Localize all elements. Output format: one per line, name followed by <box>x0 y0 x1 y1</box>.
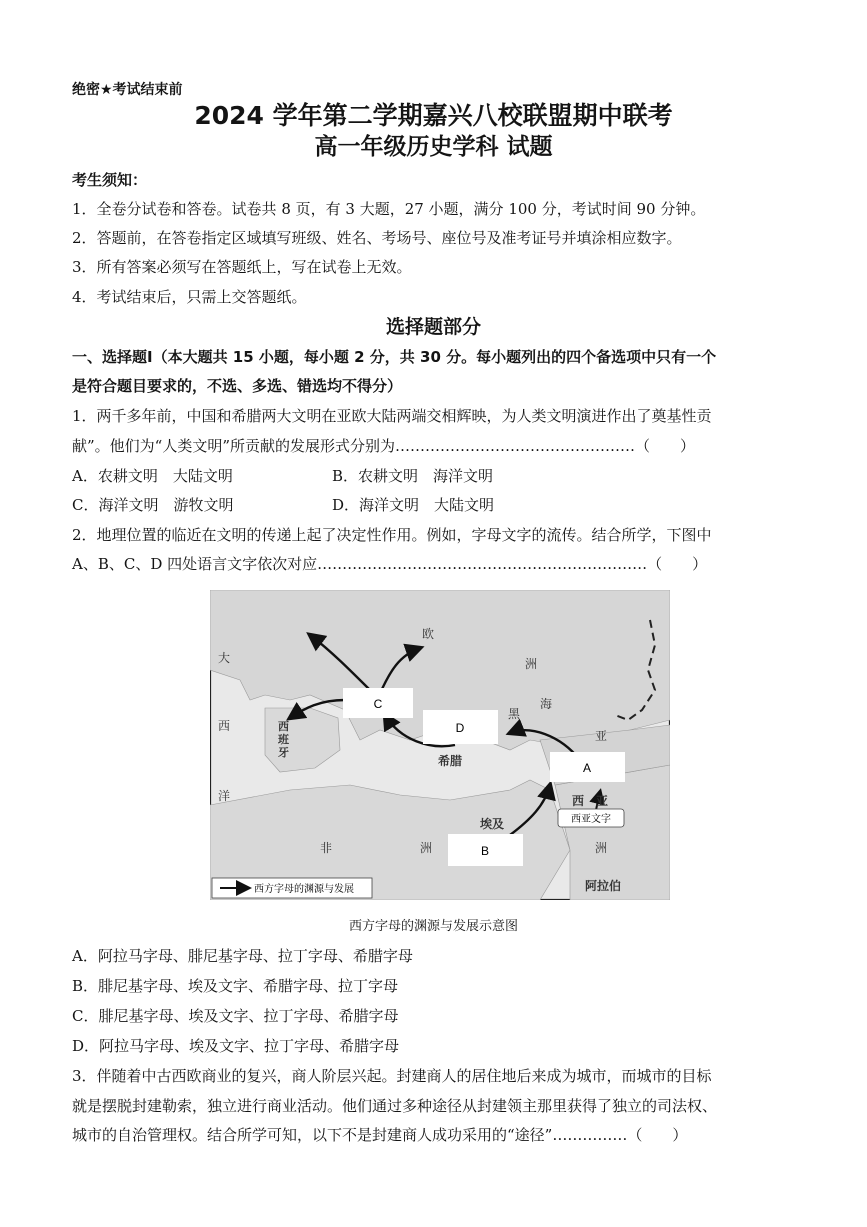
question-2-text: 2．地理位置的临近在文明的传递上起了决定性作用。例如，字母文字的流传。结合所学，下图中 <box>72 526 712 544</box>
map-label-spain: 牙 <box>278 746 289 759</box>
notice-item: 2．答题前，在答卷指定区域填写班级、姓名、考场号、座位号及准考证号并填涂相应数字。 <box>72 229 682 247</box>
exam-title: 2024 学年第二学期嘉兴八校联盟期中联考 <box>194 101 673 130</box>
map-box-a: A <box>582 761 592 775</box>
section-intro: 是符合题目要求的，不选、多选、错选均不得分） <box>72 377 403 395</box>
section-intro: 一、选择题Ⅰ（本大题共 15 小题，每小题 2 分，共 30 分。每小题列出的四个备选项中只有一个 <box>72 348 717 366</box>
question-1-option-c: C．海洋文明 游牧文明 <box>72 496 234 514</box>
map-label-black-sea: 黑 <box>508 707 521 721</box>
map-label-africa: 非 <box>320 841 333 855</box>
map-label-europe: 洲 <box>525 657 538 671</box>
map-box-b: B <box>480 844 490 858</box>
map-label-africa: 洲 <box>420 841 433 855</box>
notice-item: 4．考试结束后，只需上交答题纸。 <box>72 288 307 306</box>
question-3-text: 3．伴随着中古西欧商业的复兴，商人阶层兴起。封建商人的居住地后来成为城市，而城市的目标 <box>72 1067 712 1085</box>
map-label-atlantic: 大 <box>218 651 231 665</box>
question-1-option-d: D．海洋文明 大陆文明 <box>332 496 495 514</box>
map-label-arabia: 阿拉伯 <box>585 879 622 893</box>
question-1-text: 1．两千多年前，中国和希腊两大文明在亚欧大陆两端交相辉映，为人类文明演进作出了奠基性贡 <box>72 407 712 425</box>
map-label-asia-2: 洲 <box>595 841 608 855</box>
question-2-option-c: C．腓尼基字母、埃及文字、拉丁字母、希腊字母 <box>72 1007 399 1025</box>
map-label-atlantic: 洋 <box>218 789 231 803</box>
map-label-spain: 西 <box>278 720 289 733</box>
notice-heading: 考生须知： <box>72 171 148 189</box>
map-label-greece: 希腊 <box>438 754 463 768</box>
notice-item: 1．全卷分试卷和答卷。试卷共 8 页，有 3 大题，27 小题，满分 100 分，考试时间 90 分钟。 <box>72 200 706 218</box>
notice-item: 3．所有答案必须写在答题纸上，写在试卷上无效。 <box>72 258 412 276</box>
map-label-asia: 亚 <box>595 729 608 743</box>
question-1-text: 献”。他们为“人类文明”所贡献的发展形式分别为…………………………………………（ ） <box>72 437 696 455</box>
map-label-west-asia: 西 亚 <box>572 794 609 808</box>
map-box-d: D <box>455 721 465 735</box>
alphabet-origin-map <box>210 590 670 900</box>
map-label-europe: 欧 <box>422 627 435 641</box>
question-2-option-b: B．腓尼基字母、埃及文字、希腊字母、拉丁字母 <box>72 977 399 995</box>
map-legend-label: 西方字母的渊源与发展 <box>254 884 354 895</box>
map-label-west-asia-script: 西亚文字 <box>571 814 611 825</box>
confidential-mark: 绝密★考试结束前 <box>72 82 183 98</box>
section-title: 选择题部分 <box>385 316 481 338</box>
question-2-option-a: A．阿拉马字母、腓尼基字母、拉丁字母、希腊字母 <box>72 947 413 965</box>
map-label-black-sea: 海 <box>540 697 553 711</box>
question-1-option-b: B．农耕文明 海洋文明 <box>332 467 494 485</box>
map-box-c: C <box>373 697 383 711</box>
map-caption: 西方字母的渊源与发展示意图 <box>348 919 518 934</box>
question-2-text: A、B、C、D 四处语言文字依次对应…………………………………………………………（ ） <box>72 555 708 573</box>
question-3-text: 城市的自治管理权。结合所学可知，以下不是封建商人成功采用的“途径”……………（ ） <box>72 1126 688 1144</box>
question-1-option-a: A．农耕文明 大陆文明 <box>72 467 233 485</box>
map-label-egypt: 埃及 <box>480 817 505 831</box>
exam-subtitle: 高一年级历史学科 试题 <box>314 134 553 160</box>
question-3-text: 就是摆脱封建勒索，独立进行商业活动。他们通过多种途径从封建领主那里获得了独立的司法权、 <box>72 1097 718 1115</box>
map-label-spain: 班 <box>278 733 289 746</box>
question-2-option-d: D．阿拉马字母、埃及文字、拉丁字母、希腊字母 <box>72 1037 400 1055</box>
map-label-atlantic: 西 <box>218 719 231 733</box>
